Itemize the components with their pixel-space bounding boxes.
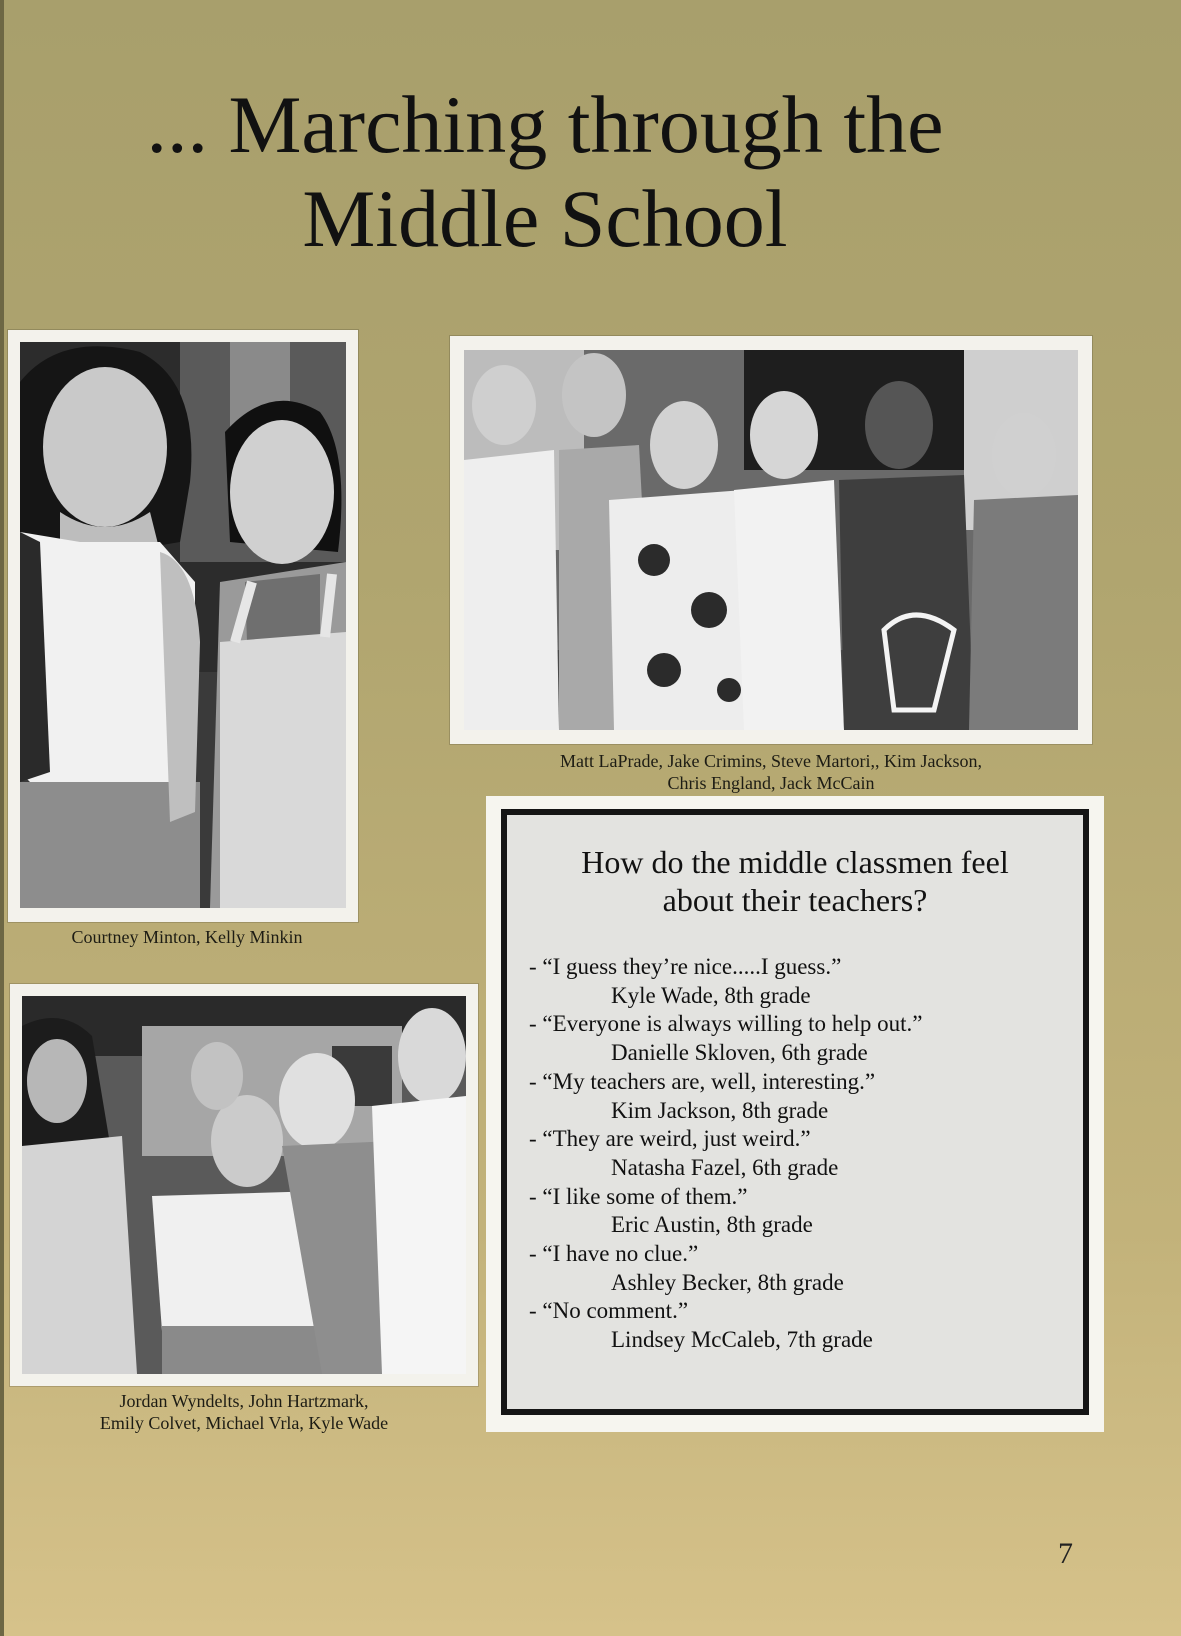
caption-group-of-six [450,750,1092,794]
photo-group-of-five [10,984,478,1386]
photo-group-of-five-image [22,996,466,1374]
page-title [0,78,1090,266]
teacher-quotes-frame [501,809,1089,1415]
quote-author: Lindsey McCaleb, 7th grade [611,1327,873,1353]
quotes-list [529,953,1073,1355]
quote-item [529,1297,1073,1354]
quote-item [529,1183,1073,1240]
caption-group-of-five-line-2: Emily Colvet, Michael Vrla, Kyle Wade [99,1413,389,1433]
quote-text: - “Everyone is always willing to help out.” [529,1011,923,1037]
quote-text: - “I guess they’re nice.....I guess.” [529,954,842,979]
quote-text: - “I like some of them.” [529,1183,748,1209]
quote-item [529,1068,1073,1125]
quote-author: Natasha Fazel, 6th grade [611,1154,839,1180]
caption-group-of-five-line-1: Jordan Wyndelts, John Hartzmark, [119,1391,369,1411]
caption-two-girls [12,926,362,948]
quote-item [529,1240,1073,1297]
quotes-heading-line-2: about their teachers? [662,882,928,918]
photo-group-of-six-image [464,350,1078,730]
teacher-quotes-box [486,796,1104,1432]
quote-author: Danielle Skloven, 6th grade [611,1040,868,1066]
caption-group-of-six-line-1: Matt LaPrade, Jake Crimins, Steve Martori,, Kim Jackson, [560,751,982,771]
quotes-heading [507,843,1083,919]
photo-two-girls-image [20,342,346,908]
caption-two-girls-text: Courtney Minton, Kelly Minkin [71,927,303,947]
quote-text: - “No comment.” [529,1298,689,1324]
photo-group-of-six [450,336,1092,744]
quote-author: Ashley Becker, 8th grade [611,1269,844,1295]
photo-two-girls [8,330,358,922]
quote-author: Kyle Wade, 8th grade [611,982,811,1008]
title-line-1: ... Marching through the [146,79,944,170]
quote-item [529,953,1073,1010]
quote-text: - “My teachers are, well, interesting.” [529,1068,876,1094]
page-number: 7 [1058,1537,1073,1570]
quote-item [529,1010,1073,1067]
quote-text: - “They are weird, just weird.” [529,1126,811,1152]
quote-text: - “I have no clue.” [529,1241,699,1267]
quote-author: Kim Jackson, 8th grade [611,1097,829,1123]
caption-group-of-six-line-2: Chris England, Jack McCain [667,773,875,793]
caption-group-of-five [10,1390,478,1434]
quote-author: Eric Austin, 8th grade [611,1212,813,1238]
title-line-2: Middle School [302,173,788,264]
quotes-heading-line-1: How do the middle classmen feel [581,844,1009,880]
quote-item [529,1125,1073,1182]
